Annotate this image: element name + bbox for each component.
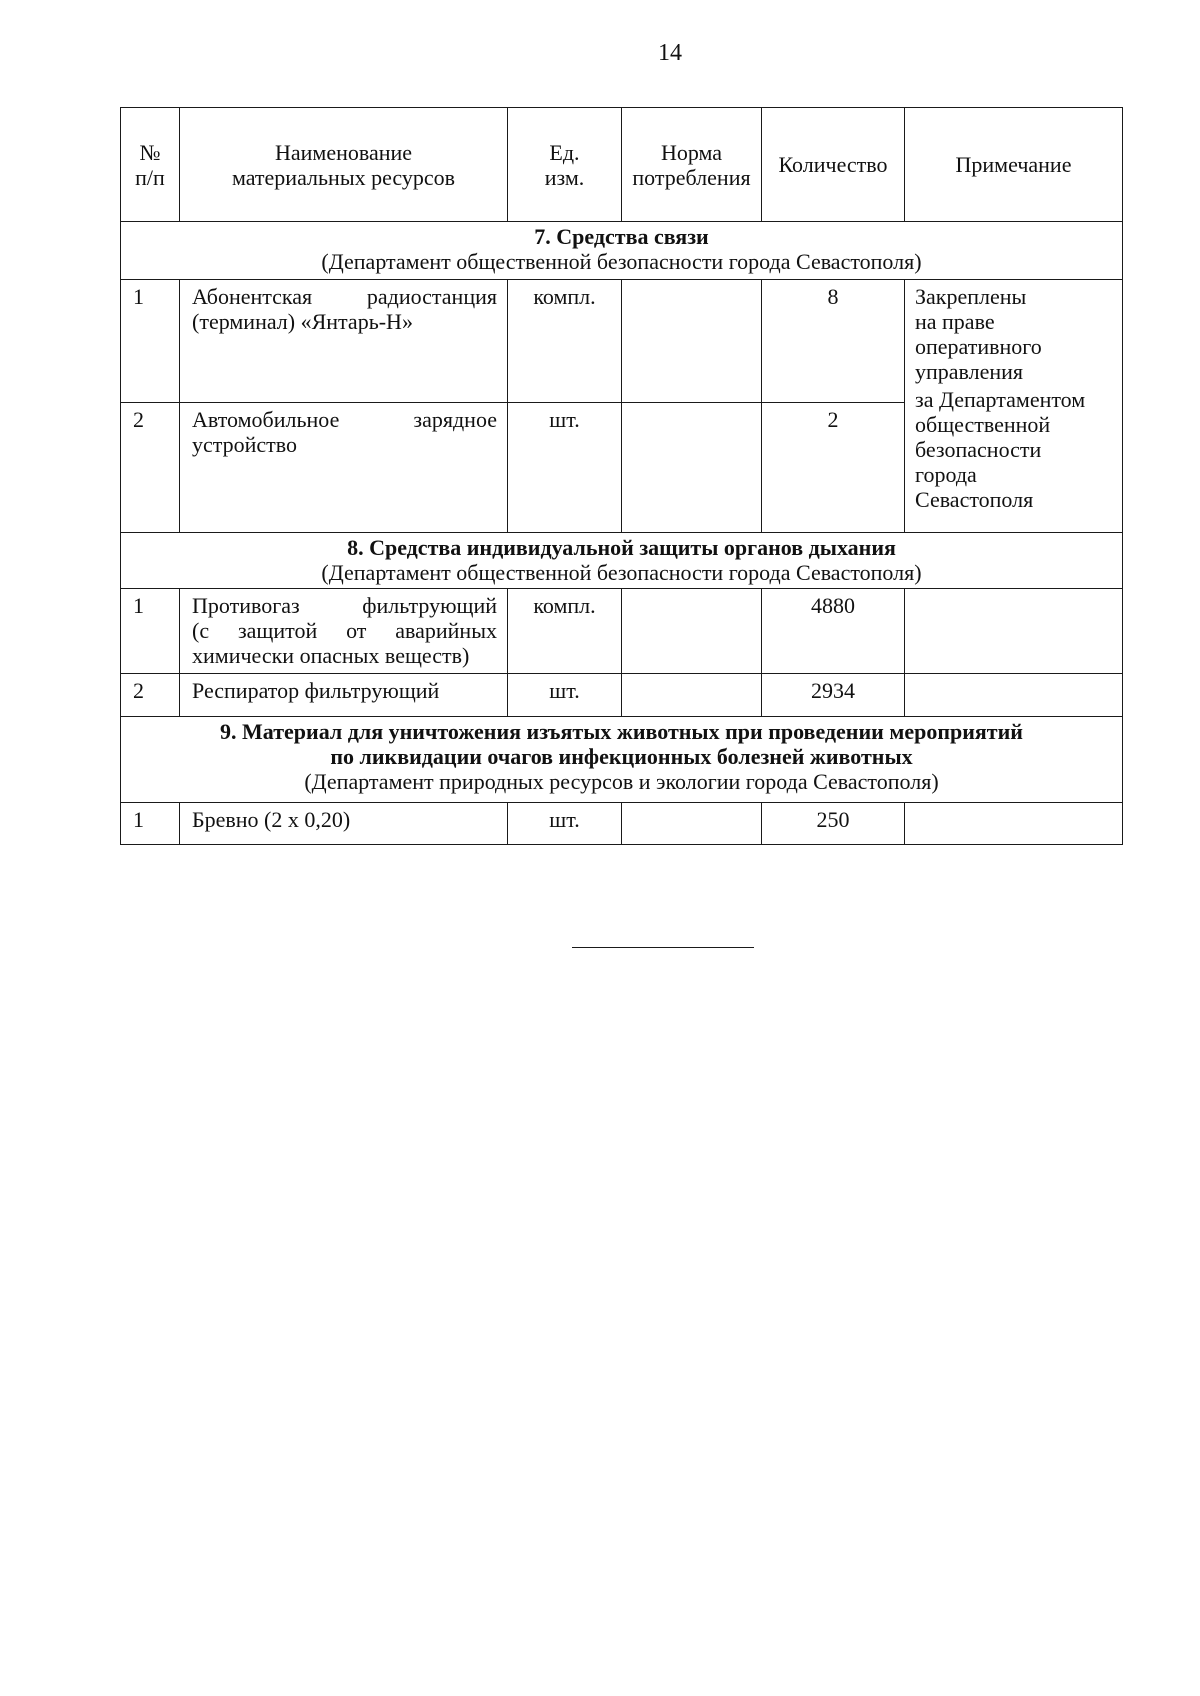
name-line: Бревно (2 х 0,20) bbox=[192, 807, 351, 832]
section-7-title bbox=[121, 222, 1123, 280]
section-8-title bbox=[121, 533, 1123, 589]
row-note bbox=[905, 674, 1123, 717]
name-line: Автомобильное зарядное bbox=[192, 407, 497, 432]
table-row bbox=[121, 803, 1123, 845]
row-name bbox=[180, 403, 508, 533]
row-note-shared bbox=[905, 280, 1123, 533]
note-line: Закреплены bbox=[915, 284, 1027, 309]
row-note bbox=[905, 803, 1123, 845]
section-title-text: 7. Средства связи bbox=[534, 224, 709, 249]
page-number: 14 bbox=[658, 40, 682, 66]
section-dept-text: (Департамент общественной безопасности города Севастополя) bbox=[321, 560, 922, 585]
row-norm bbox=[622, 589, 762, 674]
section-title-text: 9. Материал для уничтожения изъятых животных при проведении мероприятий bbox=[220, 719, 1023, 744]
header-unit bbox=[508, 108, 622, 222]
header-norm-line2: потребления bbox=[632, 164, 751, 190]
section-header-row bbox=[121, 222, 1123, 280]
row-qty: 4880 bbox=[762, 589, 905, 674]
row-num: 2 bbox=[121, 674, 180, 717]
row-unit: шт. bbox=[508, 803, 622, 845]
header-name bbox=[180, 108, 508, 222]
row-unit: шт. bbox=[508, 403, 622, 533]
table-row bbox=[121, 589, 1123, 674]
row-unit: компл. bbox=[508, 280, 622, 403]
header-name-line2: материальных ресурсов bbox=[231, 164, 456, 190]
resources-table bbox=[120, 107, 1123, 845]
row-name bbox=[180, 674, 508, 717]
name-line: химически опасных веществ) bbox=[192, 643, 470, 668]
header-name-line1: Наименование bbox=[274, 139, 413, 165]
name-line: Респиратор фильтрующий bbox=[192, 678, 440, 703]
note-line: за Департаментом bbox=[915, 387, 1086, 412]
row-qty: 2 bbox=[762, 403, 905, 533]
row-unit: шт. bbox=[508, 674, 622, 717]
row-num: 1 bbox=[121, 589, 180, 674]
name-line: Абонентская радиостанция bbox=[192, 284, 497, 309]
name-line: (с защитой от аварийных bbox=[192, 618, 497, 643]
header-num-line1: № bbox=[139, 139, 161, 165]
note-line: города bbox=[915, 462, 977, 487]
name-line: устройство bbox=[192, 432, 298, 457]
section-header-row bbox=[121, 717, 1123, 803]
row-unit: компл. bbox=[508, 589, 622, 674]
section-9-title bbox=[121, 717, 1123, 803]
table-header-row bbox=[121, 108, 1123, 222]
row-norm bbox=[622, 403, 762, 533]
row-qty: 8 bbox=[762, 280, 905, 403]
header-note: Примечание bbox=[905, 108, 1123, 222]
header-norm-line1: Норма bbox=[660, 139, 723, 165]
note-line: безопасности bbox=[915, 437, 1042, 462]
row-name bbox=[180, 803, 508, 845]
row-num: 2 bbox=[121, 403, 180, 533]
row-norm bbox=[622, 803, 762, 845]
table-row bbox=[121, 280, 1123, 403]
row-name bbox=[180, 280, 508, 403]
table-row bbox=[121, 674, 1123, 717]
section-dept-text: (Департамент природных ресурсов и экологии города Севастополя) bbox=[304, 769, 939, 794]
row-norm bbox=[622, 280, 762, 403]
row-qty: 250 bbox=[762, 803, 905, 845]
section-header-row bbox=[121, 533, 1123, 589]
end-of-document-rule bbox=[572, 947, 754, 948]
name-line: (терминал) «Янтарь-Н» bbox=[192, 309, 413, 334]
header-norm bbox=[622, 108, 762, 222]
note-line: управления bbox=[915, 359, 1024, 384]
row-name bbox=[180, 589, 508, 674]
row-num: 1 bbox=[121, 803, 180, 845]
header-unit-line2: изм. bbox=[544, 164, 585, 190]
note-line: Севастополя bbox=[915, 487, 1034, 512]
section-dept-text: (Департамент общественной безопасности города Севастополя) bbox=[321, 249, 922, 274]
section-title-text: по ликвидации очагов инфекционных болезней животных bbox=[330, 744, 913, 769]
header-qty: Количество bbox=[762, 108, 905, 222]
header-unit-line1: Ед. bbox=[549, 139, 580, 165]
note-line: на праве bbox=[915, 309, 995, 334]
row-qty: 2934 bbox=[762, 674, 905, 717]
section-title-text: 8. Средства индивидуальной защиты органов дыхания bbox=[347, 535, 896, 560]
header-num-line2: п/п bbox=[135, 164, 165, 190]
note-line: оперативного bbox=[915, 334, 1042, 359]
name-line: Противогаз фильтрующий bbox=[192, 593, 497, 618]
header-num bbox=[121, 108, 180, 222]
row-norm bbox=[622, 674, 762, 717]
row-num: 1 bbox=[121, 280, 180, 403]
row-note bbox=[905, 589, 1123, 674]
note-line: общественной bbox=[915, 412, 1051, 437]
